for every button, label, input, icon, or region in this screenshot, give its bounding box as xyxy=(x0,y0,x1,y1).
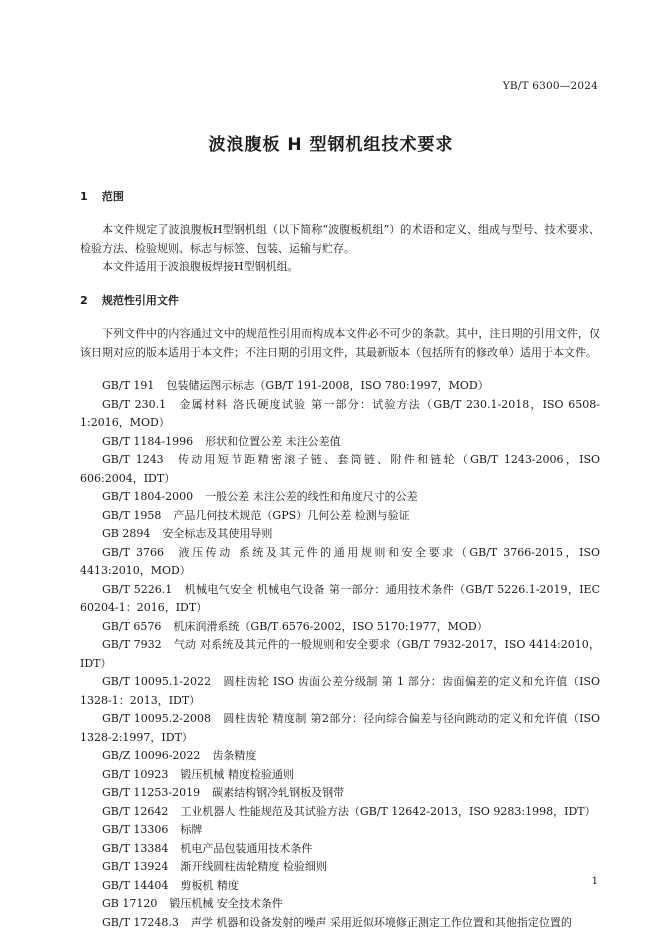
section-title: 规范性引用文件 xyxy=(101,294,179,307)
reference-item xyxy=(80,784,600,803)
reference-code: GB 2894 xyxy=(102,527,151,540)
reference-code: GB 17120 xyxy=(102,897,158,910)
reference-code: GB/T 13306 xyxy=(102,823,169,836)
reference-code: GB/T 1184-1996 xyxy=(102,434,194,448)
reference-text: 机械电气安全 机械电气设备 第一部分：通用技术条件（GB/T 5226.1-2019，IEC 60204-1：2016，IDT） xyxy=(80,582,600,614)
section-heading-scope xyxy=(80,188,124,204)
reference-item xyxy=(80,803,600,822)
reference-item xyxy=(80,914,600,933)
reference-code: GB/T 191 xyxy=(102,379,155,392)
reference-text: 包装储运图示标志（GB/T 191-2008，ISO 780:1997，MOD） xyxy=(166,379,489,392)
reference-text: 剪板机 精度 xyxy=(180,878,239,892)
standard-code: YB/T 6300—2024 xyxy=(502,80,598,92)
reference-code: GB/T 230.1 xyxy=(102,397,167,411)
reference-item xyxy=(80,451,600,488)
reference-item xyxy=(80,840,600,859)
section-title: 范围 xyxy=(101,190,124,203)
reference-item xyxy=(80,581,600,618)
reference-text: 圆柱齿轮 精度制 第2部分：径向综合偏差与径向跳动的定义和允许值（ISO 1328-2:1997，IDT） xyxy=(80,712,600,744)
reference-item xyxy=(80,895,600,914)
reference-text: 金属材料 洛氏硬度试验 第一部分：试验方法（GB/T 230.1-2018，ISO 6508-1:2016，MOD） xyxy=(80,397,600,429)
page-number: 1 xyxy=(591,876,598,887)
document-title: 波浪腹板 H 型钢机组技术要求 xyxy=(208,135,454,155)
reference-code: GB/T 7932 xyxy=(102,638,162,651)
section-number: 1 xyxy=(80,190,88,203)
reference-text: 形状和位置公差 未注公差值 xyxy=(205,434,341,448)
reference-item xyxy=(80,710,600,747)
reference-text: 传动用短节距精密滚子链、套筒链、附件和链轮（GB/T 1243-2006，ISO 606:2004，IDT） xyxy=(80,453,600,485)
reference-code: GB/T 11253-2019 xyxy=(102,786,201,799)
reference-code: GB/T 6576 xyxy=(102,619,162,633)
reference-item xyxy=(80,673,600,710)
section-number: 2 xyxy=(80,294,88,307)
reference-text: 安全标志及其使用导则 xyxy=(162,527,273,540)
reference-text: 标牌 xyxy=(180,823,203,836)
reference-item xyxy=(80,747,600,766)
reference-item xyxy=(80,858,600,877)
reference-code: GB/T 1804-2000 xyxy=(102,490,194,503)
reference-text: 液压传动 系统及其元件的通用规则和安全要求（GB/T 3766-2015，ISO 4413:2010，MOD） xyxy=(80,545,600,577)
reference-item xyxy=(80,433,600,452)
reference-text: 机电产品包装通用技术条件 xyxy=(180,841,313,855)
reference-list xyxy=(80,377,600,932)
reference-item xyxy=(80,396,600,433)
reference-code: GB/T 1243 xyxy=(102,453,164,466)
reference-text: 工业机器人 性能规范及其试验方法（GB/T 12642-2013，ISO 9283:1998，IDT） xyxy=(180,804,596,818)
reference-code: GB/Z 10096-2022 xyxy=(102,749,201,762)
reference-text: 锻压机械 安全技术条件 xyxy=(169,897,283,910)
reference-item xyxy=(80,507,600,526)
reference-item xyxy=(80,636,600,673)
reference-text: 声学 机器和设备发射的噪声 采用近似环境修正测定工作位置和其他指定位置的 xyxy=(190,915,572,929)
paragraph: 本文件适用于波浪腹板焊接H型钢机组。 xyxy=(102,260,299,273)
paragraph: 下列文件中的内容通过文中的规范性引用而构成本文件必不可少的条款。其中，注日期的引用文件，仅该日期对应的版本适用于本文件；不注日期的引用文件，其最新版本（包括所有的修改单）适用于本文件。 xyxy=(80,327,600,359)
reference-text: 齿条精度 xyxy=(212,749,257,762)
reference-item xyxy=(80,377,600,396)
reference-code: GB/T 13924 xyxy=(102,860,169,873)
reference-item xyxy=(80,877,600,896)
reference-item xyxy=(80,525,600,544)
reference-code: GB/T 5226.1 xyxy=(102,582,173,596)
reference-text: 渐开线圆柱齿轮精度 检验细则 xyxy=(180,860,327,873)
reference-text: 气动 对系统及其元件的一般规则和安全要求（GB/T 7932-2017，ISO 4414:2010，IDT） xyxy=(80,638,601,670)
reference-code: GB/T 10923 xyxy=(102,767,169,781)
reference-item xyxy=(80,488,600,507)
reference-text: 一般公差 未注公差的线性和角度尺寸的公差 xyxy=(205,490,418,503)
reference-code: GB/T 17248.3 xyxy=(102,915,179,929)
reference-text: 碳素结构钢冷轧钢板及钢带 xyxy=(212,786,345,799)
reference-item xyxy=(80,618,600,637)
reference-item xyxy=(80,766,600,785)
reference-item xyxy=(80,544,600,581)
section-heading-normative-references xyxy=(80,292,179,308)
reference-code: GB/T 10095.1-2022 xyxy=(102,675,212,688)
reference-text: 产品几何技术规范（GPS）几何公差 检测与验证 xyxy=(173,508,410,522)
reference-text: 机床润滑系统（GB/T 6576-2002，ISO 5170:1977，MOD） xyxy=(173,619,488,633)
reference-code: GB/T 1958 xyxy=(102,508,162,522)
reference-code: GB/T 12642 xyxy=(102,804,169,818)
reference-code: GB/T 10095.2-2008 xyxy=(102,712,211,725)
reference-text: 锻压机械 精度检验通则 xyxy=(180,767,294,781)
paragraph: 本文件规定了波浪腹板H型钢机组（以下简称“波腹板机组”）的术语和定义、组成与型号、技术要求、检验方法、检验规则、标志与标签、包装、运输与贮存。 xyxy=(80,223,600,255)
reference-code: GB/T 13384 xyxy=(102,841,169,855)
reference-code: GB/T 14404 xyxy=(102,878,169,892)
normative-intro xyxy=(80,325,600,362)
scope-paragraphs xyxy=(80,221,600,277)
reference-code: GB/T 3766 xyxy=(102,545,164,559)
reference-item xyxy=(80,821,600,840)
reference-text: 圆柱齿轮 ISO 齿面公差分级制 第 1 部分：齿面偏差的定义和允许值（ISO 1328-1：2013，IDT） xyxy=(80,675,601,707)
